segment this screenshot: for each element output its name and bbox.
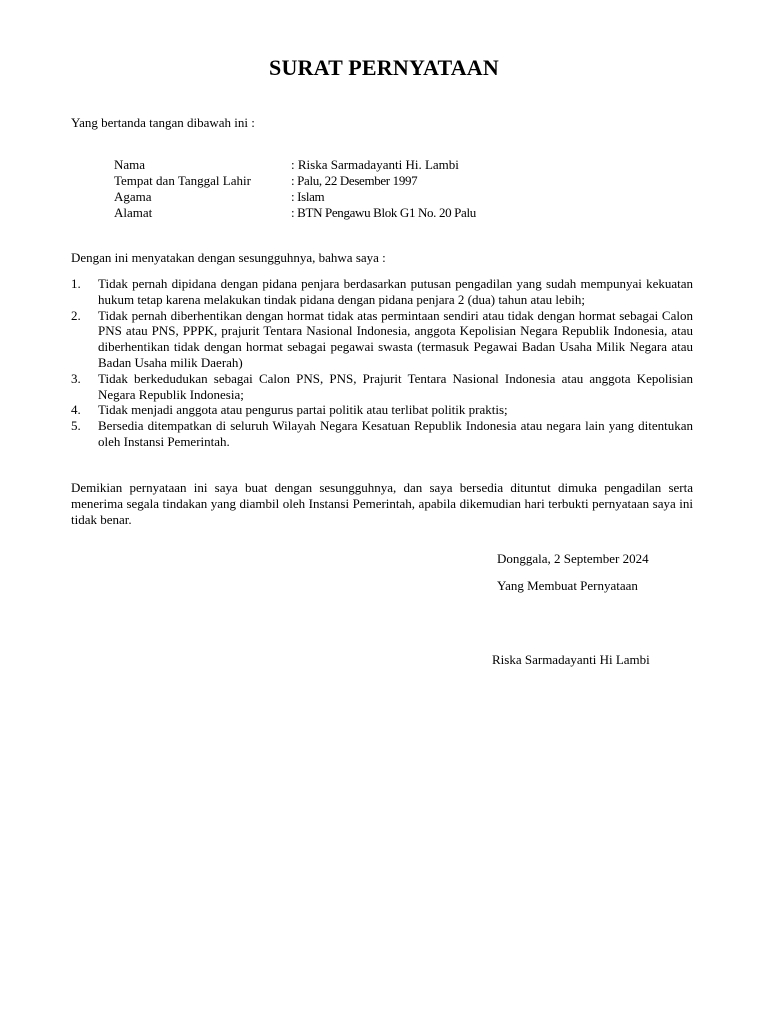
identity-value: : Islam	[291, 189, 325, 204]
list-text: Tidak berkedudukan sebagai Calon PNS, PNS, Prajurit Tentara Nasional Indonesia atau anggota Kepolisian Negara Republik Indonesia;	[98, 370, 693, 402]
place-date: Donggala, 2 September 2024	[497, 551, 649, 566]
list-item	[71, 418, 693, 450]
document-title: SURAT PERNYATAAN	[269, 55, 499, 80]
intro-text: Yang bertanda tangan dibawah ini :	[71, 115, 255, 130]
identity-row-address	[114, 205, 476, 221]
list-item	[71, 402, 693, 418]
list-text: Tidak pernah diberhentikan dengan hormat tidak atas permintaan sendiri atau tidak dengan hormat sebagai Calon PNS atau PNS, PPPK, prajurit Tentara Nasional Indonesia, anggota Kepolisian Negara Republik Indonesia, atau diberhentikan tidak dengan hormat sebagai pegawai swasta (termasuk Pegawai Badan Usaha Milik Negara atau Badan Usaha milik Daerah)	[98, 307, 693, 370]
list-number: 4.	[71, 402, 81, 418]
identity-label: Nama	[114, 157, 146, 172]
identity-row-religion	[114, 189, 476, 205]
identity-value: : Riska Sarmadayanti Hi. Lambi	[291, 157, 459, 172]
list-item	[71, 308, 693, 371]
identity-table	[114, 157, 476, 221]
identity-row-birth	[114, 173, 476, 189]
list-text: Tidak menjadi anggota atau pengurus partai politik atau terlibat politik praktis;	[98, 402, 508, 418]
list-number: 5.	[71, 418, 81, 434]
identity-row-name	[114, 157, 476, 173]
list-text: Bersedia ditempatkan di seluruh Wilayah Negara Kesatuan Republik Indonesia atau negara lain yang ditentukan oleh Instansi Pemerintah.	[98, 418, 693, 449]
signer-name: Riska Sarmadayanti Hi Lambi	[492, 652, 650, 667]
list-text: Tidak pernah dipidana dengan pidana penjara berdasarkan putusan pengadilan yang sudah mempunyai kekuatan hukum tetap karena melakukan tindak pidana dengan pidana penjara 2 (dua) tahun atau lebih;	[98, 276, 693, 307]
statement-list	[71, 276, 693, 450]
list-item	[71, 276, 693, 308]
statement-lead: Dengan ini menyatakan dengan sesungguhnya, bahwa saya :	[71, 250, 386, 265]
identity-label: Agama	[114, 189, 152, 204]
list-number: 1.	[71, 276, 81, 291]
maker-label: Yang Membuat Pernyataan	[497, 578, 638, 593]
closing-paragraph: Demikian pernyataan ini saya buat dengan sesungguhnya, dan saya bersedia dituntut dimuka pengadilan serta menerima segala tindakan yang diambil oleh Instansi Pemerintah, apabila dikemudian hari terbukti pernyataan saya ini tidak benar.	[71, 480, 693, 527]
list-item	[71, 371, 693, 403]
identity-label: Tempat dan Tanggal Lahir	[114, 173, 251, 188]
list-number: 2.	[71, 307, 81, 323]
identity-value: : BTN Pengawu Blok G1 No. 20 Palu	[291, 205, 476, 220]
list-number: 3.	[71, 370, 81, 386]
identity-label: Alamat	[114, 205, 153, 220]
identity-value: : Palu, 22 Desember 1997	[291, 173, 418, 188]
